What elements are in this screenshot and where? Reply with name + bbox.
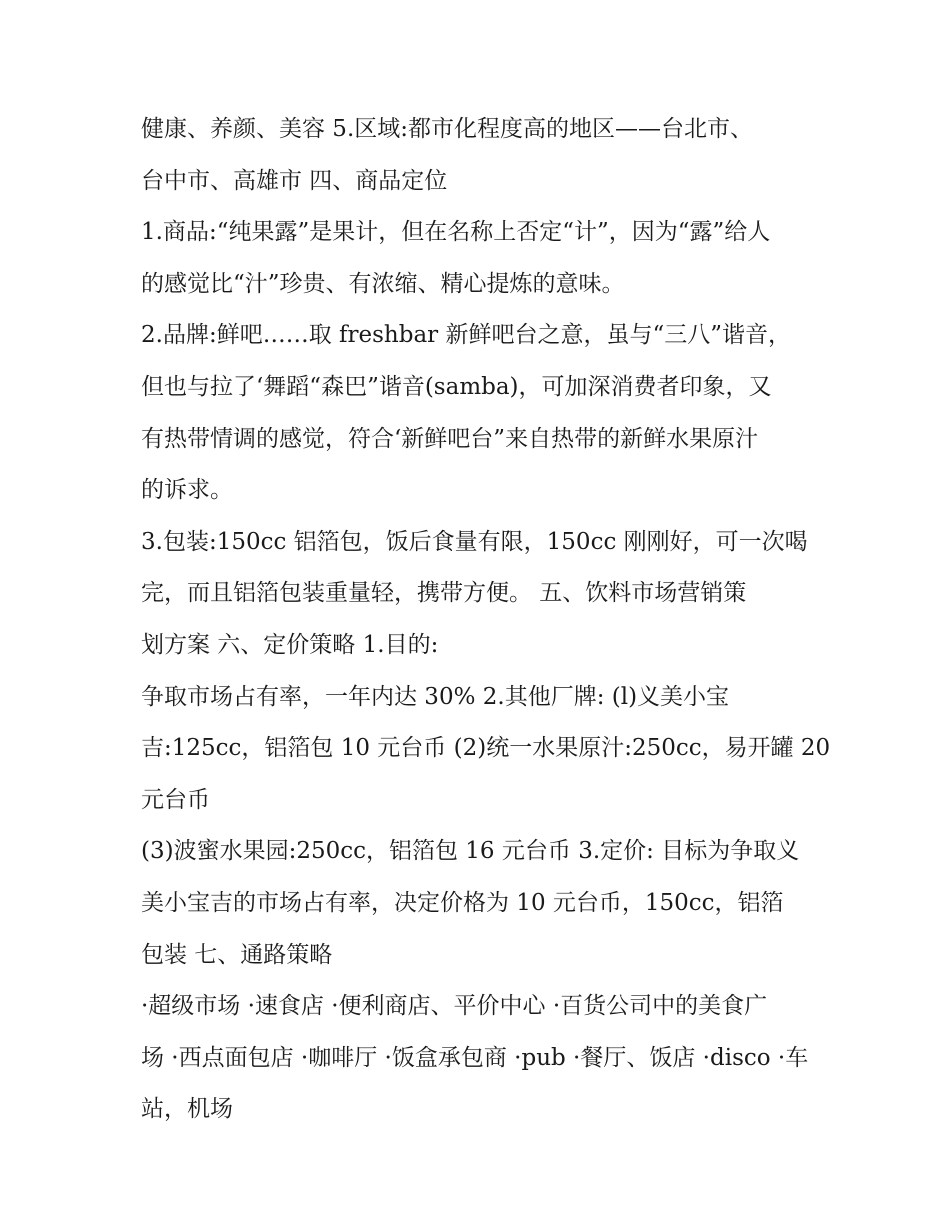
- text-line: ·超级市场 ·速食店 ·便利商店、平价中心 ·百货公司中的美食广: [141, 993, 768, 1020]
- text-line: (3)波蜜水果园:250cc，铝箔包 16 元台币 3.定价: 目标为争取义: [141, 838, 800, 865]
- text-line: 有热带情调的感觉，符合‘新鲜吧台”来自热带的新鲜水果原汁: [141, 425, 759, 452]
- text-line: 台中市、高雄市 四、商品定位: [141, 167, 448, 194]
- text-line: 划方案 六、定价策略 1.目的:: [141, 631, 439, 658]
- text-line: 的感觉比“汁”珍贵、有浓缩、精心提炼的意味。: [141, 270, 625, 297]
- text-line: 3.包装:150cc 铝箔包，饭后食量有限，150cc 刚刚好，可一次喝: [141, 528, 808, 555]
- text-line: 2.品牌:鲜吧……取 freshbar 新鲜吧台之意，虽与“三八”谐音，: [141, 322, 791, 349]
- text-line: 吉:125cc，铝箔包 10 元台币 (2)统一水果原汁:250cc，易开罐 20: [141, 735, 831, 762]
- text-line: 场 ·西点面包店 ·咖啡厅 ·饭盒承包商 ·pub ·餐厅、饭店 ·disco ·车: [141, 1044, 809, 1071]
- text-line: 完，而且铝箔包装重量轻，携带方便。 五、饮料市场营销策: [141, 580, 747, 607]
- text-line: 1.商品:“纯果露”是果计，但在名称上否定“计”，因为“露”给人: [141, 219, 771, 246]
- text-line: 的诉求。: [141, 477, 233, 504]
- text-line: 但也与拉了‘舞蹈“森巴”谐音(samba)，可加深消费者印象，又: [141, 373, 772, 400]
- text-line: 包装 七、通路策略: [141, 941, 333, 968]
- text-line: 健康、养颜、美容 5.区域:都市化程度高的地区——台北市、: [141, 116, 754, 142]
- text-line: 元台币: [141, 786, 210, 813]
- text-line: 美小宝吉的市场占有率，决定价格为 10 元台币，150cc，铝箔: [141, 889, 784, 916]
- body-text: [141, 104, 831, 1136]
- text-line: 站，机场: [141, 1096, 233, 1123]
- text-line: 争取市场占有率，一年内达 30% 2.其他厂牌: (l)义美小宝: [141, 683, 730, 710]
